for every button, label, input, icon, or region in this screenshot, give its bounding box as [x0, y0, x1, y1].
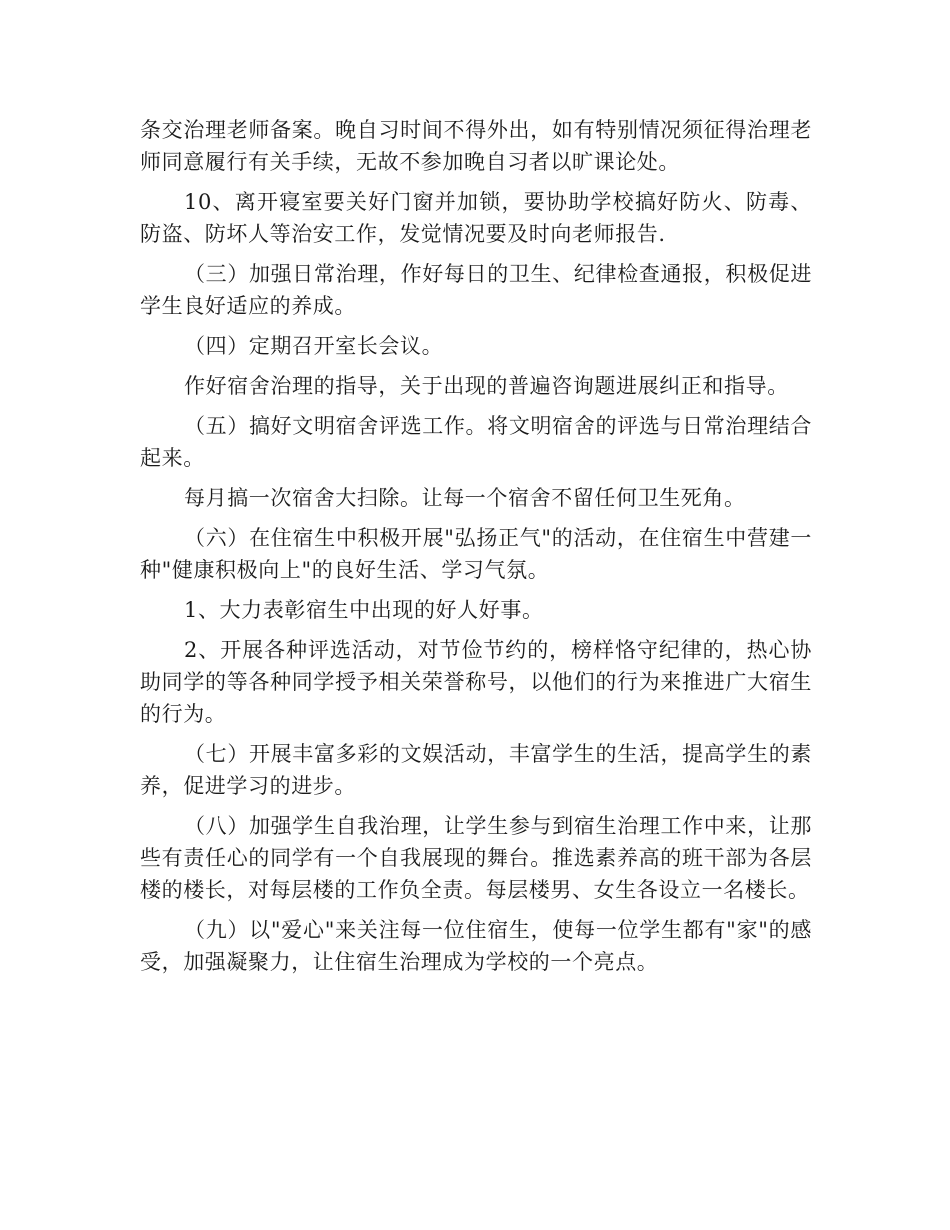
paragraph-10: 2、开展各种评选活动，对节俭节约的，榜样恪守纪律的，热心协助同学的等各种同学授予相关荣誉称号，以他们的行为来推进广大宿生的行为。 [140, 638, 812, 726]
paragraph-1: 条交治理老师备案。晚自习时间不得外出，如有特别情况须征得治理老师同意履行有关手续，无故不参加晚自习者以旷课论处。 [140, 118, 812, 174]
paragraph-9: 1、大力表彰宿生中出现的好人好事。 [184, 598, 544, 622]
paragraph-4: （四）定期召开室长会议。 [184, 334, 444, 358]
paragraph-5: 作好宿舍治理的指导，关于出现的普遍咨询题进展纠正和指导。 [184, 374, 789, 398]
paragraph-6: （五）搞好文明宿舍评选工作。将文明宿舍的评选与日常治理结合起来。 [140, 414, 812, 470]
document-body [140, 114, 812, 986]
paragraph-2: 10、离开寝室要关好门窗并加锁，要协助学校搞好防火、防毒、防盗、防坏人等治安工作，发觉情况要及时向老师报告. [140, 190, 812, 246]
paragraph-8: （六）在住宿生中积极开展"弘扬正气"的活动，在住宿生中营建一种"健康积极向上"的良好生活、学习气氛。 [140, 526, 812, 582]
paragraph-3: （三）加强日常治理，作好每日的卫生、纪律检查通报，积极促进学生良好适应的养成。 [140, 262, 812, 318]
paragraph-7: 每月搞一次宿舍大扫除。让每一个宿舍不留任何卫生死角。 [184, 486, 746, 510]
paragraph-12: （八）加强学生自我治理，让学生参与到宿生治理工作中来，让那些有责任心的同学有一个自我展现的舞台。推选素养高的班干部为各层楼的楼长，对每层楼的工作负全责。每层楼男、女生各设立一名楼长。 [140, 814, 812, 902]
paragraph-13: （九）以"爱心"来关注每一位住宿生，使每一位学生都有"家"的感受，加强凝聚力，让住宿生治理成为学校的一个亮点。 [140, 918, 812, 974]
paragraph-11: （七）开展丰富多彩的文娱活动，丰富学生的生活，提高学生的素养，促进学习的进步。 [140, 742, 812, 798]
